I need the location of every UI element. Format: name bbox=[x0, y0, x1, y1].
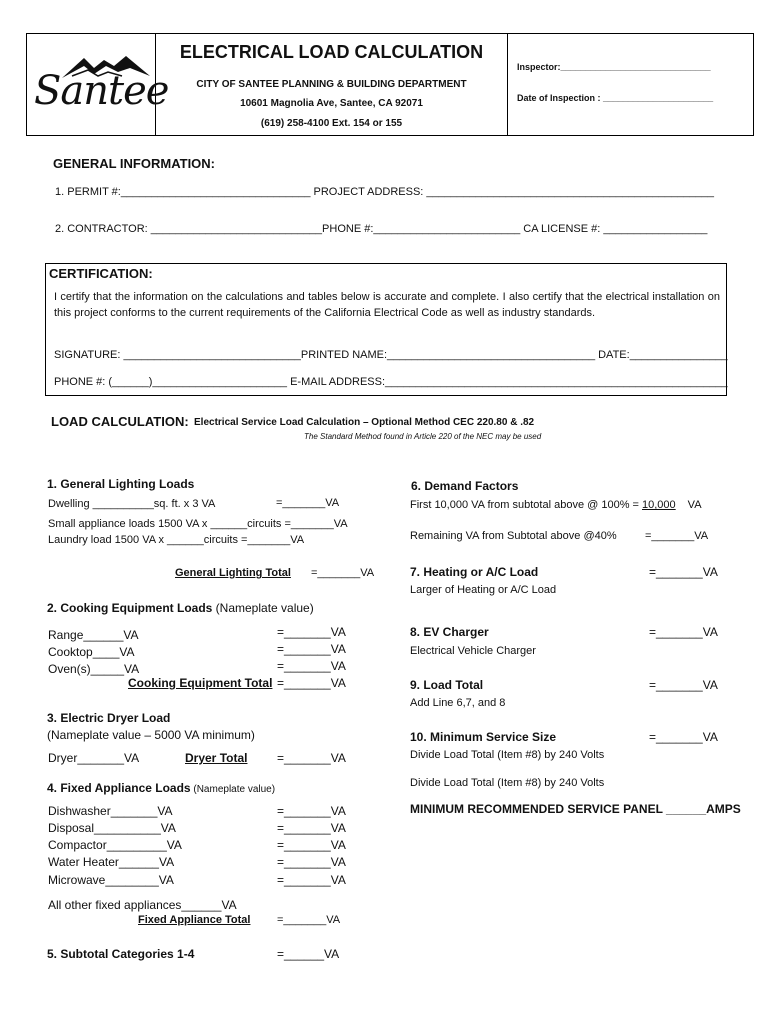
general-lighting-total-value[interactable]: =_______VA bbox=[311, 567, 375, 579]
fixed-appliance-title-text: 4. Fixed Appliance Loads bbox=[47, 781, 191, 795]
compactor-value[interactable]: =_______VA bbox=[277, 838, 346, 852]
heating-ac-title: 7. Heating or A/C Load bbox=[410, 565, 539, 579]
demand-first-unit: VA bbox=[687, 499, 702, 511]
load-total-value[interactable]: =_______VA bbox=[649, 678, 718, 692]
ev-charger-value[interactable]: =_______VA bbox=[649, 625, 718, 639]
oven-line[interactable]: Oven(s)_____VA bbox=[48, 662, 140, 676]
cooking-title-text: 2. Cooking Equipment Loads bbox=[47, 601, 213, 615]
demand-first-value: 10,000 bbox=[642, 499, 676, 511]
microwave-line[interactable]: Microwave________VA bbox=[48, 873, 174, 887]
min-service-sub: Divide Load Total (Item #8) by 240 Volts bbox=[410, 749, 605, 761]
compactor-line[interactable]: Compactor_________VA bbox=[48, 838, 182, 852]
contractor-line[interactable]: 2. CONTRACTOR: ____________________________PHONE #:________________________ CA LICENSE #: _________________ bbox=[55, 223, 708, 235]
range-line[interactable]: Range______VA bbox=[48, 628, 139, 642]
min-service-sub-2: Divide Load Total (Item #8) by 240 Volts bbox=[410, 777, 605, 789]
load-calc-heading: LOAD CALCULATION: bbox=[51, 414, 189, 429]
min-service-value[interactable]: =_______VA bbox=[649, 730, 718, 744]
fixed-appliance-total-label: Fixed Appliance Total bbox=[138, 914, 251, 926]
fixed-appliance-total-value[interactable]: =_______VA bbox=[277, 914, 341, 926]
signature-line[interactable]: SIGNATURE: _____________________________PRINTED NAME:__________________________________ DATE:________________ bbox=[54, 349, 728, 361]
inspection-date-field[interactable]: Date of Inspection : ______________________ bbox=[517, 93, 714, 103]
ev-charger-sub: Electrical Vehicle Charger bbox=[410, 645, 536, 657]
fixed-appliance-title bbox=[47, 781, 275, 795]
certification-heading: CERTIFICATION: bbox=[49, 266, 153, 281]
load-calc-subtitle: Electrical Service Load Calculation – Optional Method CEC 220.80 & .82 bbox=[194, 417, 535, 428]
santee-logo bbox=[32, 50, 169, 120]
subtotal-title: 5. Subtotal Categories 1-4 bbox=[47, 947, 195, 961]
other-appliances-line[interactable]: All other fixed appliances______VA bbox=[48, 898, 237, 912]
cooking-title bbox=[47, 601, 314, 615]
general-info-heading: GENERAL INFORMATION: bbox=[53, 156, 216, 171]
phone-email-line[interactable]: PHONE #: (______)______________________ E-MAIL ADDRESS:________________________________________________________ bbox=[54, 376, 728, 388]
dryer-line[interactable]: Dryer_______VA bbox=[48, 751, 140, 765]
demand-remaining-value[interactable]: =_______VA bbox=[645, 530, 709, 542]
department-address: 10601 Magnolia Ave, Santee, CA 92071 bbox=[240, 98, 423, 109]
dishwasher-line[interactable]: Dishwasher_______VA bbox=[48, 804, 173, 818]
load-total-sub: Add Line 6,7, and 8 bbox=[410, 697, 506, 709]
ev-charger-title: 8. EV Charger bbox=[410, 625, 489, 639]
demand-factors-title: 6. Demand Factors bbox=[411, 479, 519, 493]
cooking-total-label: Cooking Equipment Total bbox=[128, 676, 273, 690]
min-service-title: 10. Minimum Service Size bbox=[410, 730, 557, 744]
cooking-total-value[interactable]: =_______VA bbox=[277, 676, 346, 690]
department-phone: (619) 258-4100 Ext. 154 or 155 bbox=[260, 118, 403, 129]
cooking-title-paren: (Nameplate value) bbox=[212, 601, 314, 615]
demand-first-line bbox=[410, 499, 702, 511]
fixed-appliance-title-paren: (Nameplate value) bbox=[190, 784, 276, 795]
dwelling-value[interactable]: =_______VA bbox=[276, 497, 340, 509]
demand-remaining-line: Remaining VA from Subtotal above @40% bbox=[410, 530, 617, 542]
dryer-total-value[interactable]: =_______VA bbox=[277, 751, 346, 765]
logo-wordmark: Santee bbox=[34, 68, 169, 114]
certification-text: I certify that the information on the calculations and tables below is accurate and complete. I also certify that the electrical installation on this project conforms to the current requirements of the California Electrical Code as well as industry standards. bbox=[54, 291, 720, 319]
header-divider bbox=[507, 33, 508, 135]
oven-value[interactable]: =_______VA bbox=[277, 659, 346, 673]
permit-address-line[interactable]: 1. PERMIT #:_______________________________ PROJECT ADDRESS: _______________________________________________ bbox=[55, 186, 714, 198]
dishwasher-value[interactable]: =_______VA bbox=[277, 804, 346, 818]
disposal-value[interactable]: =_______VA bbox=[277, 821, 346, 835]
general-lighting-title: 1. General Lighting Loads bbox=[47, 477, 195, 491]
demand-first-text: First 10,000 VA from subtotal above @ 100% = bbox=[410, 499, 643, 511]
dryer-title: 3. Electric Dryer Load bbox=[47, 711, 171, 725]
microwave-value[interactable]: =_______VA bbox=[277, 873, 346, 887]
load-calc-note: The Standard Method found in Article 220 of the NEC may be used bbox=[304, 432, 542, 441]
small-appliance-line[interactable]: Small appliance loads 1500 VA x ______circuits =_______VA bbox=[48, 518, 348, 530]
load-total-title: 9. Load Total bbox=[410, 678, 484, 692]
laundry-line[interactable]: Laundry load 1500 VA x ______circuits =_______VA bbox=[48, 534, 305, 546]
heating-ac-sub: Larger of Heating or A/C Load bbox=[410, 584, 557, 596]
dryer-total-label: Dryer Total bbox=[185, 751, 248, 765]
water-heater-line[interactable]: Water Heater______VA bbox=[48, 855, 175, 869]
inspector-field[interactable]: Inspector:______________________________ bbox=[517, 62, 711, 72]
range-value[interactable]: =_______VA bbox=[277, 625, 346, 639]
water-heater-value[interactable]: =_______VA bbox=[277, 855, 346, 869]
cooktop-line[interactable]: Cooktop____VA bbox=[48, 645, 135, 659]
department-name: CITY OF SANTEE PLANNING & BUILDING DEPARTMENT bbox=[196, 79, 467, 90]
dwelling-line[interactable]: Dwelling __________sq. ft. x 3 VA bbox=[48, 498, 216, 510]
min-service-panel-line[interactable]: MINIMUM RECOMMENDED SERVICE PANEL ______AMPS bbox=[410, 802, 741, 816]
subtotal-value[interactable]: =______VA bbox=[277, 947, 340, 961]
form-title: ELECTRICAL LOAD CALCULATION bbox=[179, 42, 484, 62]
disposal-line[interactable]: Disposal__________VA bbox=[48, 821, 176, 835]
heating-ac-value[interactable]: =_______VA bbox=[649, 565, 718, 579]
general-lighting-total-label: General Lighting Total bbox=[175, 567, 291, 579]
cooktop-value[interactable]: =_______VA bbox=[277, 642, 346, 656]
dryer-subtitle: (Nameplate value – 5000 VA minimum) bbox=[47, 728, 255, 742]
